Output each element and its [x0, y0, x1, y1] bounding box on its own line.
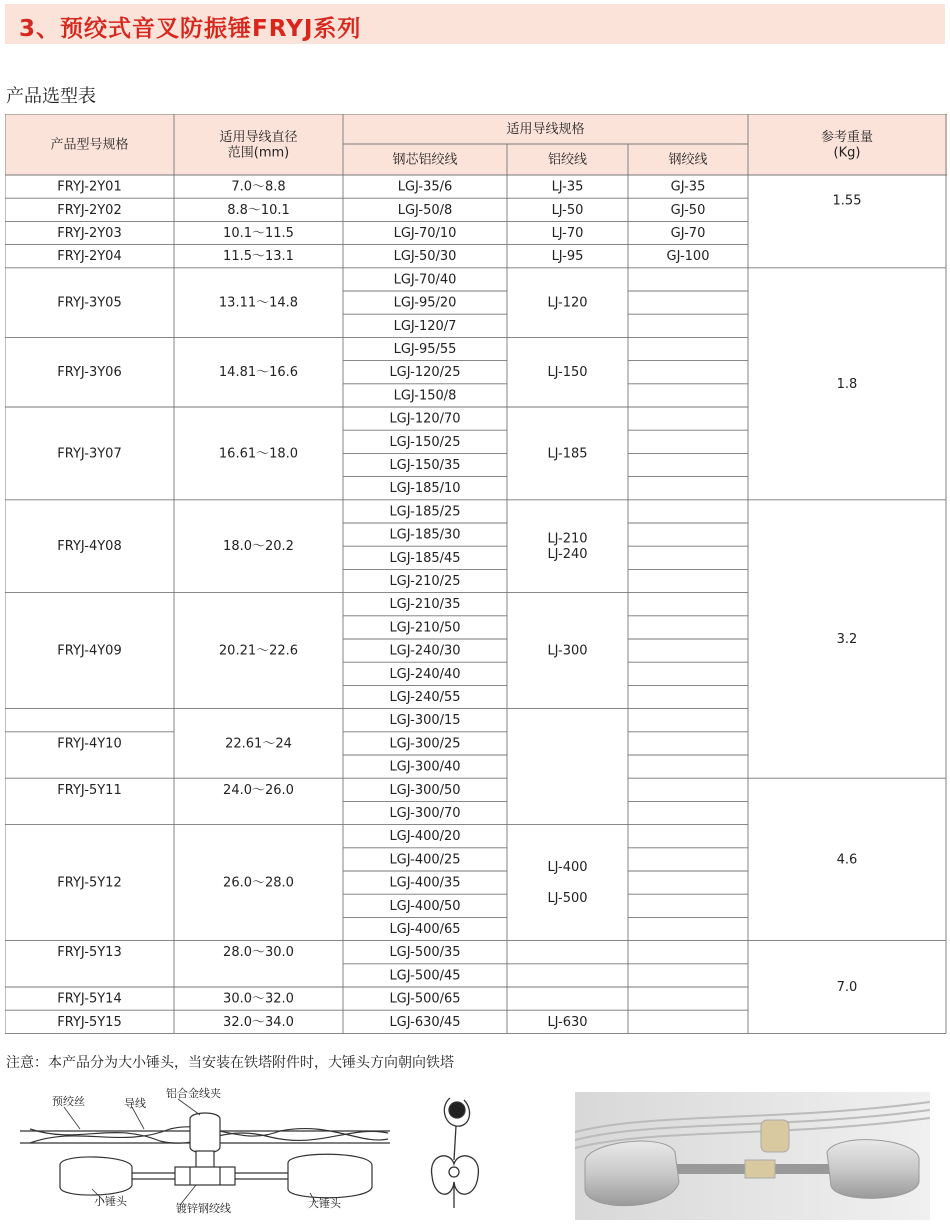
model-cell: FRYJ-2Y03	[57, 225, 122, 241]
label-small-head: 小锤头	[94, 1195, 127, 1208]
diameter-cell: 24.0～26.0	[223, 782, 294, 798]
label-steel-strand: 镀锌钢绞线	[176, 1202, 231, 1215]
acsr-cell: LGJ-500/35	[389, 944, 461, 960]
header-aac: 铝绞线	[547, 152, 588, 167]
acsr-cell: LGJ-185/30	[389, 527, 461, 543]
acsr-cell: LGJ-400/65	[389, 921, 461, 937]
acsr-cell: LGJ-50/8	[397, 202, 453, 218]
acsr-cell: LGJ-120/25	[389, 364, 461, 380]
clamp-side-view	[420, 1080, 500, 1220]
small-head-shape	[60, 1157, 132, 1195]
header-acsr: 钢芯铝绞线	[392, 152, 458, 167]
aac-cell: LJ-185	[547, 445, 588, 461]
acsr-cell: LGJ-35/6	[397, 179, 453, 195]
aac-cell: LJ-210 LJ-240	[547, 530, 588, 562]
acsr-cell: LGJ-630/45	[389, 1014, 461, 1030]
acsr-cell: LGJ-185/25	[389, 503, 461, 519]
acsr-cell: LGJ-150/25	[389, 434, 461, 450]
diameter-cell: 7.0～8.8	[231, 179, 286, 195]
acsr-cell: LGJ-300/25	[389, 735, 461, 751]
weight-cell: 7.0	[836, 979, 858, 995]
diameter-cell: 16.61～18.0	[218, 445, 299, 461]
diameter-cell: 26.0～28.0	[223, 875, 294, 891]
model-cell: FRYJ-5Y14	[57, 991, 122, 1007]
table-header-bg	[5, 114, 947, 175]
steel-cell: GJ-50	[670, 202, 706, 218]
acsr-cell: LGJ-95/55	[393, 341, 457, 357]
acsr-cell: LGJ-400/20	[389, 828, 461, 844]
diameter-cell: 28.0～30.0	[223, 944, 294, 960]
acsr-cell: LGJ-185/10	[389, 480, 461, 496]
acsr-cell: LGJ-240/55	[389, 689, 461, 705]
model-cell: FRYJ-3Y05	[57, 295, 122, 311]
model-cell: FRYJ-5Y12	[57, 875, 122, 891]
acsr-cell: LGJ-300/70	[389, 805, 461, 821]
acsr-cell: LGJ-120/7	[393, 318, 457, 334]
diameter-cell: 11.5～13.1	[223, 248, 294, 264]
diameter-cell: 13.11～14.8	[218, 295, 299, 311]
steel-cell: GJ-100	[666, 248, 710, 264]
model-cell: FRYJ-5Y13	[57, 944, 122, 960]
acsr-cell: LGJ-70/40	[393, 271, 457, 287]
acsr-cell: LGJ-300/40	[389, 759, 461, 775]
header-diameter: 适用导线直径范围(mm)	[219, 129, 298, 160]
damper-diagram	[20, 1085, 400, 1220]
weight-cell: 4.6	[836, 851, 858, 867]
acsr-cell: LGJ-150/35	[389, 457, 461, 473]
model-cell: FRYJ-5Y15	[57, 1014, 122, 1030]
acsr-cell: LGJ-300/50	[389, 782, 461, 798]
acsr-cell: LGJ-210/25	[389, 573, 461, 589]
model-cell: FRYJ-4Y08	[57, 538, 122, 554]
acsr-cell: LGJ-185/45	[389, 550, 461, 566]
acsr-cell: LGJ-500/45	[389, 967, 461, 983]
diameter-cell: 20.21～22.6	[218, 643, 299, 659]
title-banner	[5, 4, 945, 44]
acsr-cell: LGJ-500/65	[389, 991, 461, 1007]
aac-cell: LJ-630	[547, 1014, 588, 1030]
aac-cell: LJ-70	[551, 225, 584, 241]
steel-strand-shape	[130, 1167, 290, 1185]
clamp-shape	[190, 1113, 220, 1169]
diameter-cell: 30.0～32.0	[223, 991, 294, 1007]
selection-table	[5, 114, 947, 1035]
weight-cell: 1.55	[832, 193, 862, 209]
diameter-cell: 22.61～24	[225, 735, 292, 751]
model-cell: FRYJ-3Y07	[57, 445, 122, 461]
aac-cell: LJ-50	[551, 202, 584, 218]
label-conductor: 导线	[124, 1097, 146, 1110]
steel-cell: GJ-35	[670, 179, 706, 195]
acsr-cell: LGJ-120/70	[389, 411, 461, 427]
model-cell: FRYJ-3Y06	[57, 364, 122, 380]
model-cell: FRYJ-4Y10	[57, 735, 122, 751]
acsr-cell: LGJ-210/50	[389, 619, 461, 635]
acsr-cell: LGJ-300/15	[389, 712, 461, 728]
label-clamp: 铝合金线夹	[166, 1087, 221, 1100]
label-preformed: 预绞丝	[52, 1095, 85, 1108]
model-cell: FRYJ-2Y04	[57, 248, 122, 264]
steel-cell: GJ-70	[670, 225, 706, 241]
model-cell: FRYJ-2Y01	[57, 179, 122, 195]
model-cell: FRYJ-4Y09	[57, 643, 122, 659]
weight-cell: 3.2	[836, 631, 858, 647]
acsr-cell: LGJ-70/10	[393, 225, 457, 241]
header-weight: 参考重量(Kg)	[820, 129, 874, 160]
acsr-cell: LGJ-210/35	[389, 596, 461, 612]
aac-cell: LJ-120	[547, 295, 588, 311]
acsr-cell: LGJ-400/25	[389, 851, 461, 867]
damper-product-photo	[575, 1092, 930, 1220]
label-big-head: 大锤头	[308, 1197, 341, 1210]
acsr-cell: LGJ-400/35	[389, 875, 461, 891]
aac-cell: LJ-400 LJ-500	[547, 859, 588, 906]
aac-cell: LJ-150	[547, 364, 588, 380]
section-title: 产品选型表	[6, 86, 96, 107]
model-cell: FRYJ-5Y11	[57, 782, 122, 798]
aac-cell: LJ-35	[551, 179, 584, 195]
weight-cell: 1.8	[836, 376, 858, 392]
acsr-cell: LGJ-95/20	[393, 295, 457, 311]
header-steel: 钢绞线	[668, 152, 708, 167]
diameter-cell: 8.8～10.1	[227, 202, 290, 218]
acsr-cell: LGJ-150/8	[393, 387, 457, 403]
aac-cell: LJ-95	[551, 248, 584, 264]
diameter-cell: 18.0～20.2	[223, 538, 294, 554]
acsr-cell: LGJ-240/30	[389, 643, 461, 659]
acsr-cell: LGJ-50/30	[393, 248, 457, 264]
diameter-cell: 14.81～16.6	[218, 364, 299, 380]
model-cell: FRYJ-2Y02	[57, 202, 122, 218]
big-head-shape	[288, 1154, 372, 1198]
diameter-cell: 32.0～34.0	[223, 1014, 294, 1030]
installation-note: 注意：本产品分为大小锤头，当安装在铁塔附件时，大锤头方向朝向铁塔	[6, 1055, 454, 1071]
diameter-cell: 10.1～11.5	[223, 225, 294, 241]
acsr-cell: LGJ-240/40	[389, 666, 461, 682]
acsr-cell: LGJ-400/50	[389, 898, 461, 914]
page-title: 3、预绞式音叉防振锤FRYJ系列	[19, 16, 362, 42]
aac-cell: LJ-300	[547, 643, 588, 659]
header-conductor-spec: 适用导线规格	[506, 121, 585, 137]
header-model: 产品型号规格	[50, 137, 129, 152]
